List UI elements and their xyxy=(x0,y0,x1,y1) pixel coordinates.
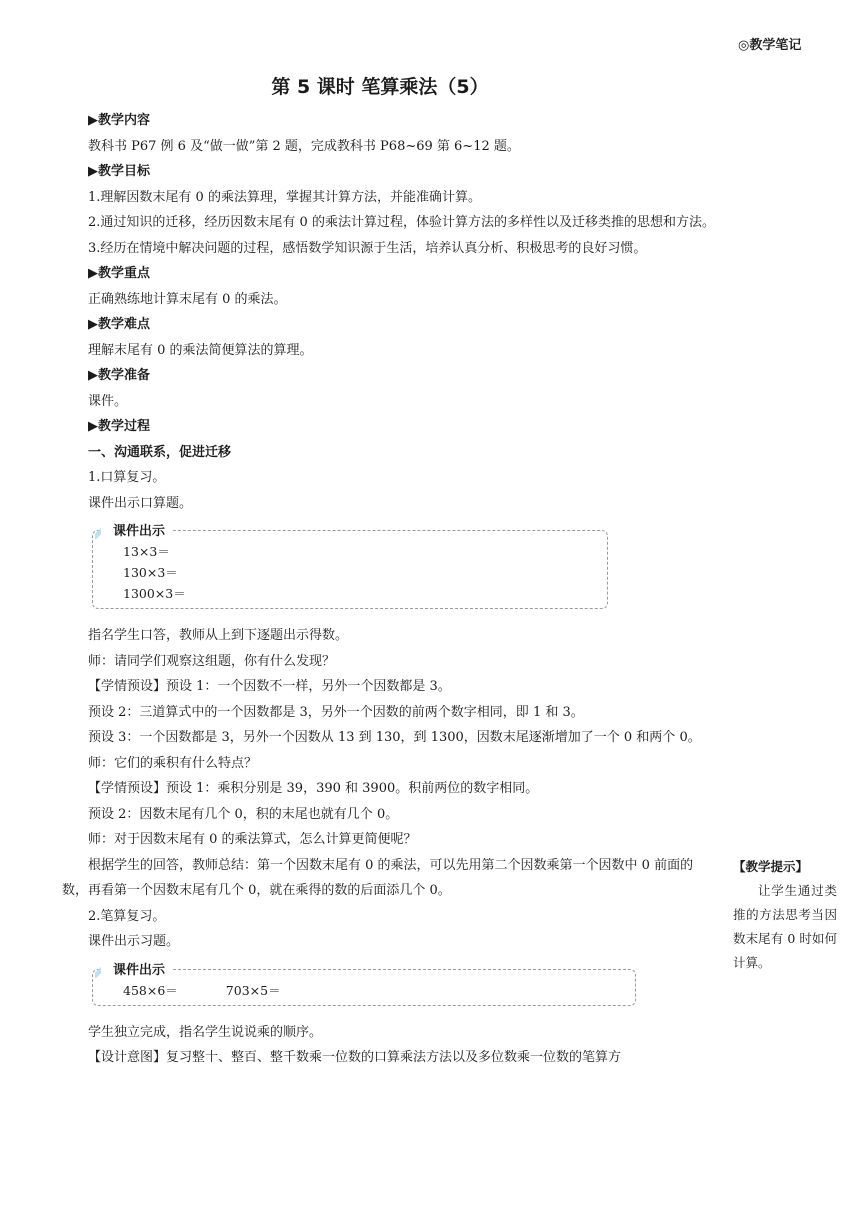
expression: 703×5＝ xyxy=(225,982,281,998)
paragraph: 1.理解因数末尾有 0 的乘法算理，掌握其计算方法，并能准确计算。 xyxy=(88,189,481,205)
tip-text: 让学生通过类推的方法思考当因数末尾有 0 时如何计算。 xyxy=(733,883,837,970)
expression: 458×6＝ xyxy=(123,982,178,998)
teaching-tip xyxy=(733,855,837,975)
paragraph: 3.经历在情境中解决问题的过程，感悟数学知识源于生活，培养认真分析、积极思考的良好习惯。 xyxy=(88,240,647,256)
expression: 130×3＝ xyxy=(123,565,178,580)
paragraph: 课件。 xyxy=(88,393,128,409)
step-heading: 一、沟通联系，促进迁移 xyxy=(88,444,232,460)
heading-prep: ▶教学准备 xyxy=(88,368,150,383)
paragraph: 课件出示口算题。 xyxy=(88,495,193,511)
heading-difficulty: ▶教学难点 xyxy=(88,317,150,332)
paragraph: 理解末尾有 0 的乘法简便算法的算理。 xyxy=(88,342,313,358)
paragraph: 【学情预设】预设 1：一个因数不一样，另外一个因数都是 3。 xyxy=(88,679,451,694)
paragraph: 学生独立完成，指名学生说说乘的顺序。 xyxy=(88,1024,323,1040)
main-content xyxy=(62,108,715,1071)
paragraph: 师：请同学们观察这组题，你有什么发现？ xyxy=(88,653,336,669)
page-title: 第 5 课时 笔算乘法（5） xyxy=(271,76,489,98)
heading-goals: ▶教学目标 xyxy=(88,164,150,179)
expressions-row xyxy=(123,980,635,1001)
paragraph: 2.通过知识的迁移，经历因数末尾有 0 的乘法计算过程，体验计算方法的多样性以及迁移类推的思想和方法。 xyxy=(88,215,715,230)
paragraph: 1.口算复习。 xyxy=(88,470,166,485)
paragraph: 指名学生口答，教师从上到下逐题出示得数。 xyxy=(88,628,349,643)
paragraph: 课件出示习题。 xyxy=(88,934,180,949)
heading-content: ▶教学内容 xyxy=(88,113,150,128)
tip-title: 【教学提示】 xyxy=(733,859,809,874)
paragraph: 教科书 P67 例 6 及“做一做”第 2 题，完成教科书 P68~69 第 6~12 题。 xyxy=(88,138,520,154)
note-tag: ◎教学笔记 xyxy=(738,38,802,53)
paragraph: 预设 3：一个因数都是 3，另外一个因数从 13 到 130，到 1300，因数末尾逐渐增加了一个 0 和两个 0。 xyxy=(88,730,701,745)
paragraph: 【学情预设】预设 1：乘积分别是 39，390 和 3900。积前两位的数字相同。 xyxy=(88,781,539,796)
paragraph: 预设 2：因数末尾有几个 0，积的末尾也就有几个 0。 xyxy=(88,806,399,822)
courseware-box xyxy=(92,962,636,1006)
heading-process: ▶教学过程 xyxy=(88,419,150,434)
paragraph: 师：它们的乘积有什么特点？ xyxy=(88,755,258,771)
box-label: 课件出示 xyxy=(101,958,171,984)
paragraph: 预设 2：三道算式中的一个因数都是 3，另外一个因数的前两个数字相同，即 1 和 3。 xyxy=(88,704,584,720)
box-label: 课件出示 xyxy=(101,519,171,545)
paragraph: 正确熟练地计算末尾有 0 的乘法。 xyxy=(88,291,287,307)
paragraph: 2.笔算复习。 xyxy=(88,908,166,924)
expression: 13×3＝ xyxy=(123,544,170,559)
paragraph: 【设计意图】复习整十、整百、整千数乘一位数的口算乘法方法以及多位数乘一位数的笔算方 xyxy=(88,1050,622,1065)
paragraph: 根据学生的回答，教师总结：第一个因数末尾有 0 的乘法，可以先用第二个因数乘第一个因数中 0 前面的数，再看第一个因数末尾有几个 0，就在乘得的数的后面添几个 0。 xyxy=(62,857,694,898)
paragraph: 师：对于因数末尾有 0 的乘法算式，怎么计算更简便呢？ xyxy=(88,832,417,847)
heading-key: ▶教学重点 xyxy=(88,266,150,281)
courseware-box xyxy=(92,524,608,609)
expression: 1300×3＝ xyxy=(123,586,186,601)
